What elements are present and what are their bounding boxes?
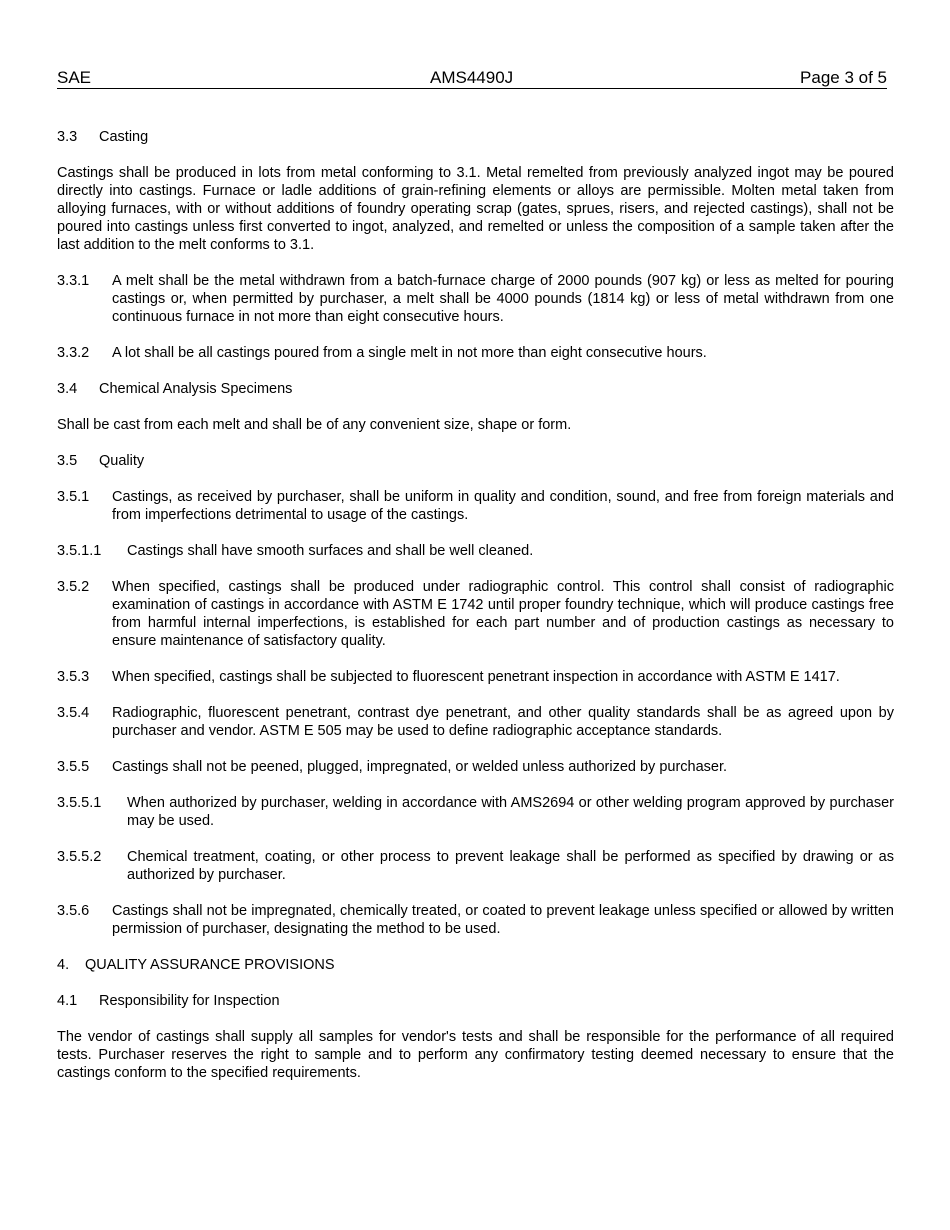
clause-number: 3.5.1 xyxy=(57,489,90,505)
clause-text: Castings shall not be peened, plugged, impregnated, or welded unless authorized by purchaser. xyxy=(112,759,728,775)
clause-text: Chemical treatment, coating, or other process to prevent leakage shall be performed as specified by drawing or as authorized by purchaser. xyxy=(127,849,894,883)
clause-number: 3.5.4 xyxy=(57,705,90,721)
clause-number: 3.3.1 xyxy=(57,273,90,289)
clause-3-5-5-1 xyxy=(57,794,894,830)
section-heading-3-3 xyxy=(57,128,894,146)
clause-3-5-3 xyxy=(57,668,894,686)
section-title: Casting xyxy=(99,129,149,145)
clause-3-5-4 xyxy=(57,704,894,740)
clause-text: A lot shall be all castings poured from a single melt in not more than eight consecutive hours. xyxy=(112,345,707,361)
section-heading-3-4 xyxy=(57,380,894,398)
clause-3-5-2 xyxy=(57,578,894,650)
section-title: Responsibility for Inspection xyxy=(99,993,280,1009)
section-number: 4.1 xyxy=(57,993,78,1009)
section-number: 3.5 xyxy=(57,453,78,469)
clause-text: A melt shall be the metal withdrawn from a batch-furnace charge of 2000 pounds (907 kg) or less as melted for pouring castings or, when permitted by purchaser, a melt shall be 4000 pounds (1814 kg) or less of metal withdrawn from one continuous furnace in not more than eight consecutive hours. xyxy=(112,273,894,325)
section-body-3-3: Castings shall be produced in lots from metal conforming to 3.1. Metal remelted from previously analyzed ingot may be poured directly into castings. Furnace or ladle additions of grain-refining elements or alloys are permissible. Molten metal taken from alloying furnaces, with or without additions of foundry operating scrap (gates, sprues, risers, and rejected castings), shall not be poured into castings unless first converted to ingot, analyzed, and remelted or unless the composition of a sample taken after the last addition to the melt conforms to 3.1. xyxy=(57,165,894,253)
clause-3-5-5-2 xyxy=(57,848,894,884)
clause-3-5-1-1 xyxy=(57,542,894,560)
page-header xyxy=(57,68,887,89)
document-body xyxy=(57,128,894,1100)
clause-3-3-2 xyxy=(57,344,894,362)
clause-text: Castings shall not be impregnated, chemically treated, or coated to prevent leakage unless specified or allowed by written permission of purchaser, designating the method to be used. xyxy=(112,903,894,937)
section-title: Chemical Analysis Specimens xyxy=(99,381,293,397)
clause-number: 3.5.1.1 xyxy=(57,543,102,559)
clause-text: When authorized by purchaser, welding in accordance with AMS2694 or other welding program approved by purchaser may be used. xyxy=(127,795,894,829)
section-number: 3.3 xyxy=(57,129,78,145)
section-heading-4-1 xyxy=(57,992,894,1010)
clause-number: 3.5.5.1 xyxy=(57,795,102,811)
clause-text: Radiographic, fluorescent penetrant, contrast dye penetrant, and other quality standards shall be as agreed upon by purchaser and vendor. ASTM E 505 may be used to define radiographic acceptance standards. xyxy=(112,705,894,739)
header-page-number: Page 3 of 5 xyxy=(800,68,887,87)
clause-number: 3.3.2 xyxy=(57,345,90,361)
clause-text: Castings, as received by purchaser, shall be uniform in quality and condition, sound, and free from foreign materials and from imperfections detrimental to usage of the castings. xyxy=(112,489,894,523)
clause-3-3-1 xyxy=(57,272,894,326)
section-heading-4 xyxy=(57,956,894,974)
clause-number: 3.5.2 xyxy=(57,579,90,595)
clause-text: Castings shall have smooth surfaces and shall be well cleaned. xyxy=(127,543,534,559)
clause-text: When specified, castings shall be subjected to fluorescent penetrant inspection in accordance with ASTM E 1417. xyxy=(112,669,840,685)
clause-3-5-5 xyxy=(57,758,894,776)
section-title: QUALITY ASSURANCE PROVISIONS xyxy=(85,957,335,973)
section-body-4-1: The vendor of castings shall supply all samples for vendor's tests and shall be responsible for the performance of all required tests. Purchaser reserves the right to sample and to perform any confirmatory testing deemed necessary to ensure that the castings conform to the specified requirements. xyxy=(57,1029,894,1081)
section-number: 4. xyxy=(57,957,70,973)
header-document-number: AMS4490J xyxy=(430,68,514,87)
clause-3-5-1 xyxy=(57,488,894,524)
header-organization: SAE xyxy=(57,68,92,87)
section-heading-3-5 xyxy=(57,452,894,470)
clause-3-5-6 xyxy=(57,902,894,938)
clause-number: 3.5.5 xyxy=(57,759,90,775)
section-number: 3.4 xyxy=(57,381,78,397)
section-title: Quality xyxy=(99,453,145,469)
clause-text: When specified, castings shall be produced under radiographic control. This control shall consist of radiographic examination of castings in accordance with ASTM E 1742 until proper foundry technique, which will produce castings free from harmful internal imperfections, is established for each part number and of production castings as necessary to ensure maintenance of satisfactory quality. xyxy=(112,579,894,649)
section-body-3-4: Shall be cast from each melt and shall be of any convenient size, shape or form. xyxy=(57,417,572,433)
clause-number: 3.5.3 xyxy=(57,669,90,685)
clause-number: 3.5.6 xyxy=(57,903,90,919)
clause-number: 3.5.5.2 xyxy=(57,849,102,865)
